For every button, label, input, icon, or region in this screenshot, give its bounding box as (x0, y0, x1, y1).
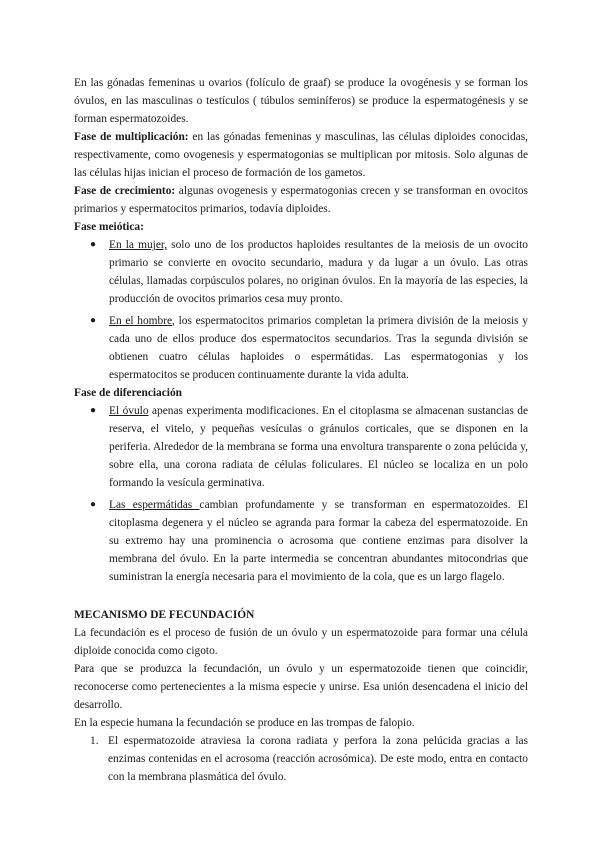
list-item (74, 402, 528, 492)
fecundacion-paragraph-3: En la especie humana la fecundación se produce en las trompas de falopio. (74, 717, 415, 729)
step-text: El espermatozoide atraviesa la corona radiata y perfora la zona pelúcida gracias a las enzimas contenidas en el acrosoma (reacción acrosómica). De este modo, entra en contacto con la membrana plasmática del óvulo. (108, 735, 528, 783)
item-text: apenas experimenta modificaciones. En el citoplasma se almacenan sustancias de reserva, el vitelo, y pequeñas vesículas o gránulos corticales, que se disponen en la periferia. Alrededor de la membrana se forma una envoltura transparente o zona pelúcida y, sobre ella, una corona radiata de células foliculares. El núcleo se localiza en un polo formando la vesícula germinativa. (109, 405, 528, 489)
bullet-icon: ● (90, 499, 97, 510)
step-number: 1. (90, 735, 99, 747)
item-lead: El óvulo (109, 405, 149, 417)
crecimiento-label: Fase de crecimiento: (74, 185, 176, 197)
intro-paragraph: En las gónadas femeninas u ovarios (folículo de graaf) se produce la ovogénesis y se forman los óvulos, en las masculinas o testículos ( túbulos seminíferos) se produce la espermatogénesis y se forman espermatozoides. (74, 77, 528, 125)
crecimiento-paragraph (74, 182, 528, 218)
list-item (74, 732, 528, 786)
crecimiento-text: algunas ovogenesis y espermatogonias crecen y se transforman en ovocitos primarios y espermatocitos primarios, todavía diploides. (74, 185, 528, 215)
bullet-icon: ● (90, 405, 97, 416)
bullet-icon: ● (90, 239, 97, 250)
item-lead: En el hombre (109, 315, 173, 327)
meiotica-heading: Fase meiótica: (74, 221, 144, 233)
fecundacion-steps (74, 732, 528, 786)
list-item (74, 236, 528, 308)
item-text: , los espermatocitos primarios completan la primera división de la meiosis y cada uno de ellos produce dos espermatocitos secundarios. Tras la segunda división se obtienen cuatro células haploides o espermátidas. Las espermatogonias y los espermatocitos se producen continuamente durante la vida adulta. (109, 315, 528, 381)
item-lead: En la mujer, (109, 239, 168, 251)
item-text: cambian profundamente y se transforman en espermatozoides. El citoplasma degenera y el núcleo se agranda para formar la cabeza del espermatozoide. En su extremo hay una prominencia o acrosoma que contiene enzimas para disolver la membrana del óvulo. En la parte intermedia se concentran abundantes mitocondrias que suministran la energía necesaria para el movimiento de la cola, que es un largo flagelo. (109, 499, 528, 583)
meiotica-list (74, 236, 528, 384)
item-lead: Las espermátidas (109, 499, 200, 511)
diferenciacion-heading: Fase de diferenciación (74, 387, 182, 399)
fecundacion-paragraph-1: La fecundación es el proceso de fusión de un óvulo y un espermatozoide para formar una célula diploide conocida como cigoto. (74, 627, 528, 657)
fecundacion-heading: MECANISMO DE FECUNDACIÓN (74, 609, 255, 621)
multiplicacion-text: en las gónadas femeninas y masculinas, las células diploides conocidas, respectivamente, como ovogenesis y espermatogonias se multiplican por mitosis. Solo algunas de las células hijas inician el proceso de formación de los gametos. (74, 131, 528, 179)
item-text: solo uno de los productos haploides resultantes de la meiosis de un ovocito primario se convierte en ovocito secundario, madura y da lugar a un óvulo. Las otras células, llamadas corpúsculos polares, no originan óvulos. En la mayoría de las especies, la producción de ovocitos primarios cesa muy pronto. (109, 239, 528, 305)
list-item (74, 496, 528, 586)
bullet-icon: ● (90, 315, 97, 326)
multiplicacion-paragraph (74, 128, 528, 182)
multiplicacion-label: Fase de multiplicación: (74, 131, 189, 143)
fecundacion-paragraph-2: Para que se produzca la fecundación, un óvulo y un espermatozoide tienen que coincidir, reconocerse como pertenecientes a la misma especie y unirse. Esa unión desencadena el inicio del desarrollo. (74, 663, 528, 711)
document-page (74, 74, 528, 786)
list-item (74, 312, 528, 384)
diferenciacion-list (74, 402, 528, 586)
